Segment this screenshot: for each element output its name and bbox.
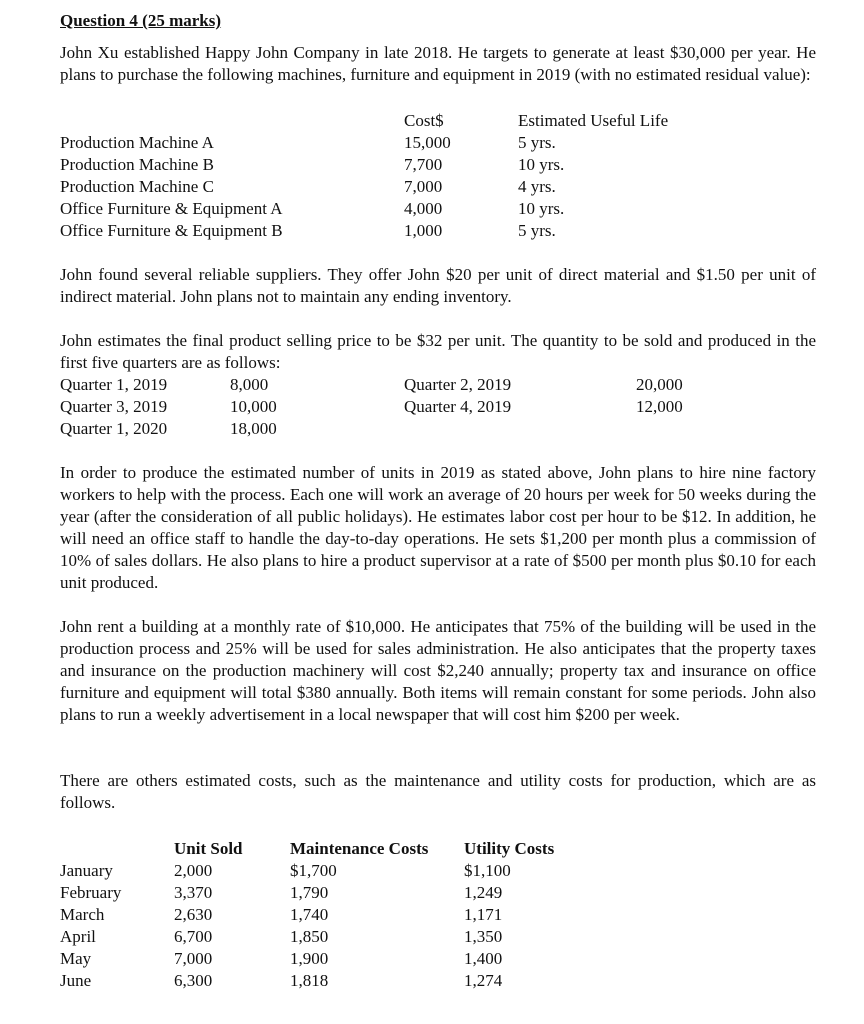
sales-paragraph: John estimates the final product selling price to be $32 per unit. The quantity to be sold and produced in the first five quarters are as follows: (60, 331, 816, 372)
units-value: 6,300 (174, 971, 213, 990)
utility-value: $1,100 (464, 861, 511, 880)
intro-paragraph: John Xu established Happy John Company in late 2018. He targets to generate at least $30,000 per year. He plans to purchase the following machines, furniture and equipment in 2019 (with no estimated residual value): (60, 43, 816, 84)
asset-cost: 7,700 (404, 155, 443, 174)
month-label: April (60, 927, 96, 946)
life-header: Estimated Useful Life (518, 111, 669, 130)
rent-paragraph: John rent a building at a monthly rate of $10,000. He anticipates that 75% of the building will be used in the production process and 25% will be used for sales administration. He also anticipates that the property taxes and insurance on the production machinery will cost $2,240 annually; property tax and insurance on office furniture and equipment will total $380 annually. Both items will remain constant for some periods. John also plans to run a weekly advertisement in a local newspaper that will cost him $200 per week. (60, 617, 816, 724)
quarter-label: Quarter 1, 2020 (60, 419, 168, 438)
asset-life: 10 yrs. (518, 199, 565, 218)
month-label: March (60, 905, 105, 924)
question-title: Question 4 (25 marks) (60, 11, 222, 30)
asset-cost: 1,000 (404, 221, 443, 240)
labor-paragraph: In order to produce the estimated number of units in 2019 as stated above, John plans to hire nine factory workers to help with the process. Each one will work an average of 20 hours per week for 50 weeks during the year (after the consideration of all public holidays). He estimates labor cost per hour to be $12. In addition, he will need an office staff to handle the day-to-day operations. He sets $1,200 per month plus a commission of 10% of sales dollars. He also plans to hire a product supervisor at a rate of $500 per month plus $0.10 for each unit produced. (60, 463, 816, 592)
asset-name: Production Machine B (60, 155, 214, 174)
asset-life: 4 yrs. (518, 177, 556, 196)
asset-name: Office Furniture & Equipment A (60, 199, 283, 218)
quarter-label: Quarter 1, 2019 (60, 375, 168, 394)
units-value: 2,630 (174, 905, 213, 924)
asset-cost: 15,000 (404, 133, 451, 152)
asset-name: Production Machine A (60, 133, 214, 152)
utility-value: 1,350 (464, 927, 503, 946)
month-label: May (60, 949, 92, 968)
maintenance-value: 1,818 (290, 971, 329, 990)
maintenance-value: 1,740 (290, 905, 329, 924)
utility-value: 1,249 (464, 883, 503, 902)
asset-name: Office Furniture & Equipment B (60, 221, 283, 240)
quarter-label: Quarter 2, 2019 (404, 375, 512, 394)
asset-name: Production Machine C (60, 177, 214, 196)
quarter-label: Quarter 3, 2019 (60, 397, 168, 416)
asset-cost: 7,000 (404, 177, 443, 196)
maintenance-value: 1,900 (290, 949, 329, 968)
asset-life: 5 yrs. (518, 133, 556, 152)
quarter-qty: 12,000 (636, 397, 683, 416)
utility-header: Utility Costs (464, 839, 555, 858)
maintenance-value: 1,850 (290, 927, 329, 946)
asset-life: 5 yrs. (518, 221, 556, 240)
units-value: 3,370 (174, 883, 213, 902)
utility-value: 1,274 (464, 971, 503, 990)
maintenance-header: Maintenance Costs (290, 839, 429, 858)
utility-value: 1,400 (464, 949, 503, 968)
units-value: 7,000 (174, 949, 213, 968)
cost-header: Cost$ (404, 111, 444, 130)
other-costs-paragraph: There are others estimated costs, such as the maintenance and utility costs for production, which are as follows. (60, 771, 816, 812)
quarter-label: Quarter 4, 2019 (404, 397, 512, 416)
asset-life: 10 yrs. (518, 155, 565, 174)
maintenance-value: $1,700 (290, 861, 337, 880)
month-label: June (60, 971, 92, 990)
units-value: 6,700 (174, 927, 213, 946)
asset-cost: 4,000 (404, 199, 443, 218)
suppliers-paragraph: John found several reliable suppliers. They offer John $20 per unit of direct material and $1.50 per unit of indirect material. John plans not to maintain any ending inventory. (60, 265, 816, 306)
quarter-qty: 10,000 (230, 397, 277, 416)
quarter-qty: 8,000 (230, 375, 269, 394)
maintenance-value: 1,790 (290, 883, 329, 902)
quarter-qty: 18,000 (230, 419, 277, 438)
units-header: Unit Sold (174, 839, 243, 858)
month-label: January (60, 861, 113, 880)
quarter-qty: 20,000 (636, 375, 683, 394)
month-label: February (60, 883, 122, 902)
units-value: 2,000 (174, 861, 213, 880)
utility-value: 1,171 (464, 905, 503, 924)
